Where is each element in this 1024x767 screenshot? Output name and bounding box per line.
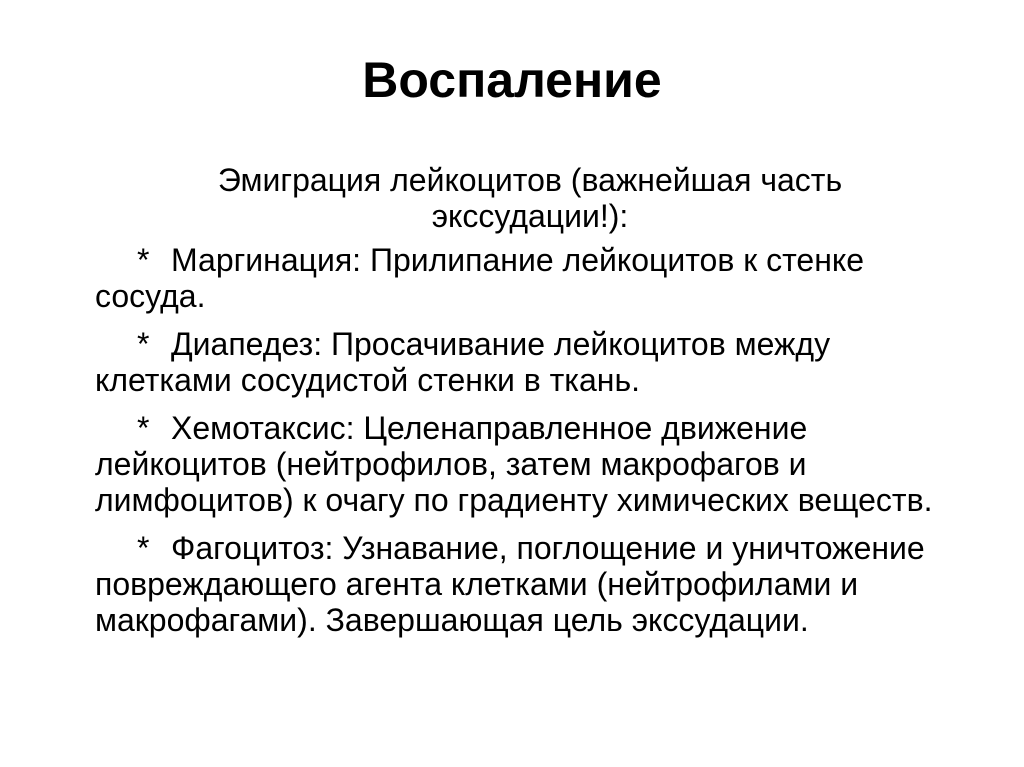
bullet-marker: *: [137, 242, 150, 278]
subheading-line-2: экссудации!):: [431, 198, 629, 234]
list-item: [95, 326, 975, 398]
list-item: [95, 242, 975, 314]
bullet-list: [95, 242, 975, 650]
list-item-text: Хемотаксис: Целенаправленное движение лейкоцитов (нейтрофилов, затем макрофагов и лимфоцитов) к очагу по градиенту химических веществ.: [95, 410, 933, 518]
bullet-marker: *: [137, 410, 150, 446]
list-item-text: Фагоцитоз: Узнавание, поглощение и уничтожение повреждающего агента клетками (нейтрофилами и макрофагами). Завершающая цель экссудации.: [95, 530, 925, 638]
list-item-text: Маргинация: Прилипание лейкоцитов к стенке сосуда.: [95, 242, 865, 314]
slide-title: Воспаление: [362, 52, 662, 108]
list-item: [95, 530, 975, 638]
bullet-marker: *: [137, 530, 150, 566]
list-item-text: Диапедез: Просачивание лейкоцитов между клетками сосудистой стенки в ткань.: [95, 326, 831, 398]
list-item: [95, 410, 975, 518]
bullet-marker: *: [137, 326, 150, 362]
subheading-line-1: Эмиграция лейкоцитов (важнейшая часть: [217, 162, 843, 198]
slide-subheading: [180, 162, 880, 234]
